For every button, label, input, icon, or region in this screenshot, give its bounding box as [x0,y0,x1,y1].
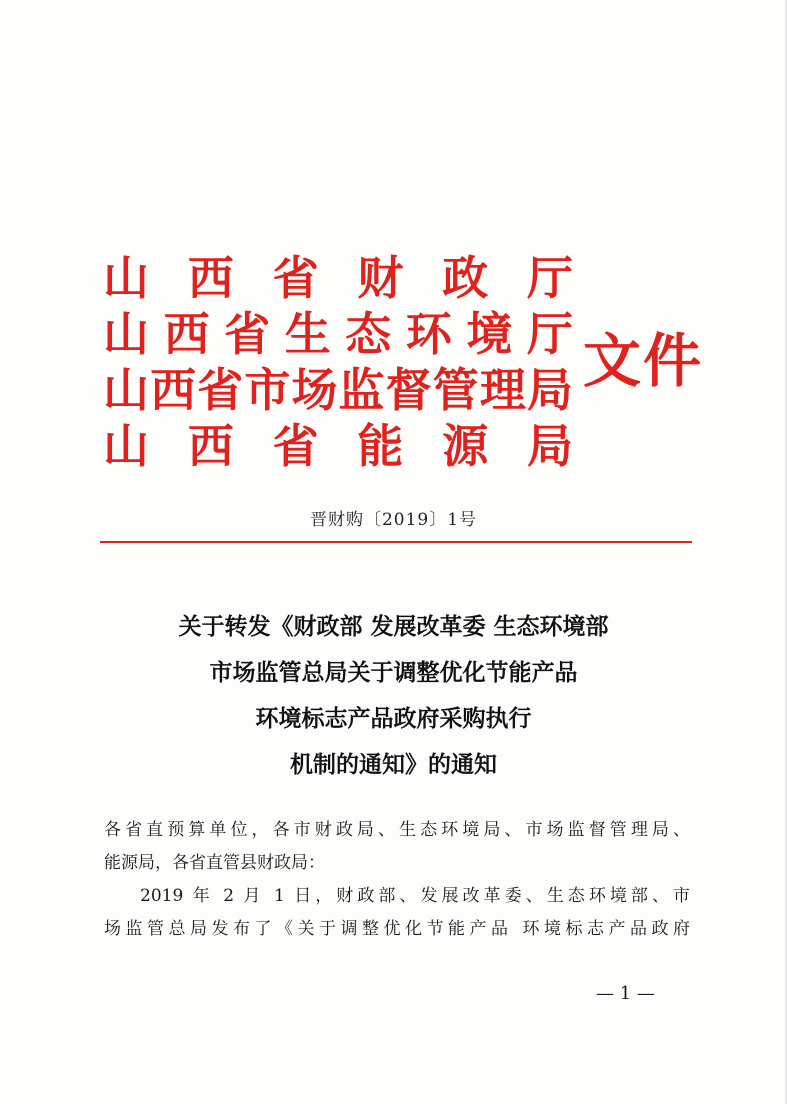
issuer-char: 能 [357,419,404,473]
issuing-authorities [103,250,573,474]
issuer-char: 西 [187,419,234,473]
issuer-char: 山 [103,419,149,473]
paragraph-line: 2019 年 2 月 1 日，财政部、发展改革委、生态环境部、市 [140,886,690,906]
issuer-char: 境 [466,307,513,361]
issuer-energy-bureau [103,418,573,474]
issuer-char: 督 [385,363,432,417]
issuer-char: 山 [103,251,149,305]
issuer-char: 省 [272,419,319,473]
title-line: 环境标志产品政府采购执行 [255,706,532,732]
issuer-char: 态 [345,307,392,361]
issuer-char: 财 [357,251,404,305]
issuer-char: 厅 [526,307,573,361]
document-title [60,604,727,788]
issuer-char: 生 [284,307,331,361]
issuer-finance-department [103,250,573,306]
page-number: — 1 — [596,983,655,1004]
recipients-line: 能源局，各省直管县财政局： [104,853,325,873]
issuer-char: 场 [291,363,338,417]
issuer-char: 省 [224,307,271,361]
document-type-label: 文件 [583,327,704,395]
issuer-market-regulation-bureau [103,362,573,418]
issuer-char: 监 [338,363,385,417]
issuer-char: 省 [272,251,319,305]
issuer-char: 管 [432,363,479,417]
document-body [104,814,690,946]
recipients-line: 各省直预算单位，各市财政局、生态环境局、市场监督管理局、 [104,820,690,840]
issuer-char: 局 [526,419,573,473]
issuer-char: 西 [150,363,197,417]
issuer-char: 政 [442,251,489,305]
issuer-char: 省 [197,363,244,417]
issuer-ecology-environment-department [103,306,573,362]
red-divider-line [100,541,692,543]
issuer-char: 山 [103,307,149,361]
issuer-char: 环 [405,307,452,361]
issuer-char: 山 [103,363,149,417]
title-line: 机制的通知》的通知 [290,752,497,778]
paragraph-line: 场监管总局发布了《关于调整优化节能产品 环境标志产品政府 [104,919,690,939]
issuer-char: 源 [442,419,489,473]
title-line: 关于转发《财政部 发展改革委 生态环境部 [178,614,609,640]
issuer-char: 西 [187,251,234,305]
issuer-char: 局 [526,363,573,417]
issuer-char: 市 [244,363,291,417]
title-line: 市场监管总局关于调整优化节能产品 [209,660,578,686]
document-number: 晋财购〔2019〕1号 [309,510,478,530]
issuer-char: 西 [163,307,210,361]
issuer-char: 理 [479,363,526,417]
issuer-char: 厅 [526,251,573,305]
